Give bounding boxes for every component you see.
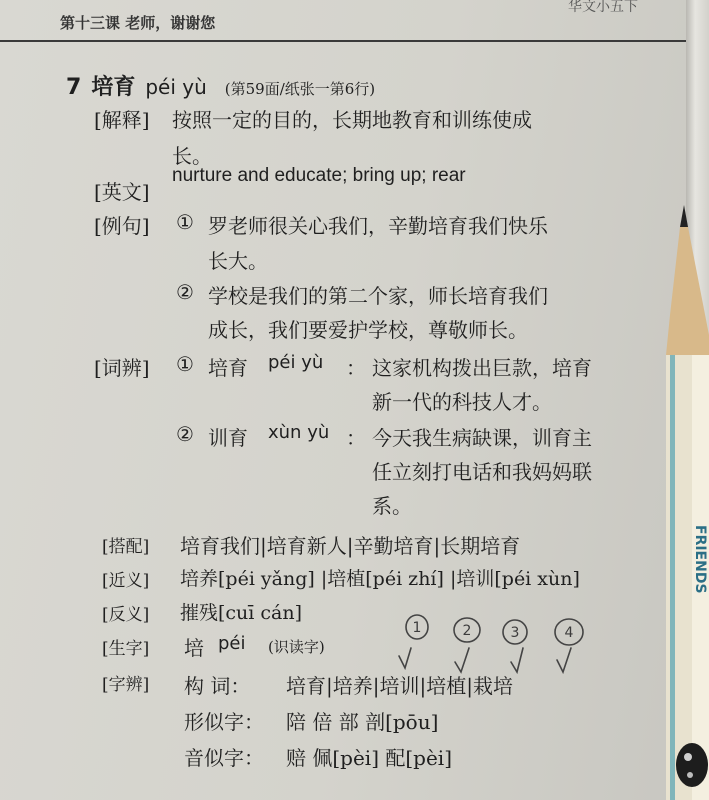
distinction-2-line-2: 任立刻打电话和我妈妈联: [372, 460, 592, 484]
similar-sound-label: 音似字：: [184, 746, 264, 770]
distinction-1-term: 培育: [208, 356, 248, 380]
example-2-line-1: 学校是我们的第二个家，师长培育我们: [208, 284, 548, 308]
check-mark-4: [557, 648, 571, 672]
entry-word: 培育: [91, 75, 136, 100]
check-mark-2: [455, 648, 469, 672]
examples-label: [例句]: [94, 214, 150, 238]
explanation-line-2: 长。: [172, 144, 212, 168]
compound-words-label: 构 词：: [184, 674, 251, 698]
example-1-line-2: 长大。: [208, 249, 268, 273]
new-char-label: [生字]: [102, 639, 150, 659]
book-title: 华文小五下: [568, 0, 638, 15]
example-1-marker: ①: [176, 210, 194, 234]
page-header: [0, 0, 686, 42]
new-char-note: (识读字): [268, 638, 325, 656]
handwritten-number-2: 2: [462, 623, 472, 639]
example-2-line-2: 成长，我们要爱护学校，尊敬师长。: [208, 318, 528, 342]
collocation-text: 培育我们|培育新人|辛勤培育|长期培育: [180, 534, 521, 558]
entry-pinyin: péi yù: [145, 75, 207, 99]
compound-words: 培育|培养|培训|培植|栽培: [286, 674, 513, 698]
similar-shape-chars: 陪 倍 部 剖[pōu]: [286, 710, 439, 734]
handwritten-number-1: 1: [412, 620, 422, 636]
distinction-2-marker: ②: [176, 422, 194, 446]
example-1-line-1: 罗老师很关心我们，辛勤培育我们快乐: [208, 214, 548, 238]
distinction-2-line-1: 今天我生病缺课，训育主: [372, 426, 592, 450]
antonym-label: [反义]: [102, 605, 150, 625]
distinction-1-colon: ：: [346, 356, 366, 380]
distinction-2-term: 训育: [208, 426, 248, 450]
example-2-marker: ②: [176, 280, 194, 304]
similar-shape-label: 形似字：: [184, 710, 264, 734]
new-char-pinyin: péi: [218, 633, 246, 654]
distinction-1-line-1: 这家机构拨出巨款，培育: [372, 356, 592, 380]
distinction-1-marker: ①: [176, 352, 194, 376]
handwritten-numbers: [395, 612, 605, 687]
entry-number: 7: [66, 75, 82, 100]
collocation-label: [搭配]: [102, 537, 150, 557]
lesson-title: 第十三课 老师，谢谢您: [60, 14, 216, 32]
new-char: 培: [184, 636, 204, 660]
distinction-label: [词辨]: [94, 356, 150, 380]
synonyms-text: 培养[péi yǎng] |培植[péi zhí] |培训[péi xùn]: [180, 568, 580, 590]
english-label: [英文]: [94, 180, 150, 204]
handwritten-number-4: 4: [564, 625, 574, 641]
similar-sound-chars: 赔 佩[pèi] 配[pèi]: [286, 746, 452, 770]
char-distinction-label: [字辨]: [102, 675, 150, 695]
distinction-1-pinyin: péi yù: [268, 352, 324, 373]
check-mark-1: [399, 648, 411, 668]
distinction-2-pinyin: xùn yù: [268, 422, 330, 443]
check-mark-3: [511, 648, 523, 672]
distinction-1-line-2: 新一代的科技人才。: [372, 390, 552, 414]
antonym-text: 摧残[cuī cán]: [180, 602, 303, 624]
explanation-label: [解释]: [94, 108, 150, 132]
distinction-2-colon: ：: [346, 426, 366, 450]
explanation-line-1: 按照一定的目的，长期地教育和训练使成: [172, 108, 532, 132]
entry-reference: (第59面/纸张一第6行): [224, 80, 376, 98]
synonyms-label: [近义]: [102, 571, 150, 591]
pencil: [640, 205, 709, 800]
dark-object: [668, 735, 709, 800]
english-text: nurture and educate; bring up; rear: [172, 165, 466, 186]
pencil-brand: FRIENDS: [692, 525, 708, 594]
handwritten-number-3: 3: [510, 625, 520, 641]
distinction-2-line-3: 系。: [372, 494, 412, 518]
entry-heading: [66, 70, 375, 101]
